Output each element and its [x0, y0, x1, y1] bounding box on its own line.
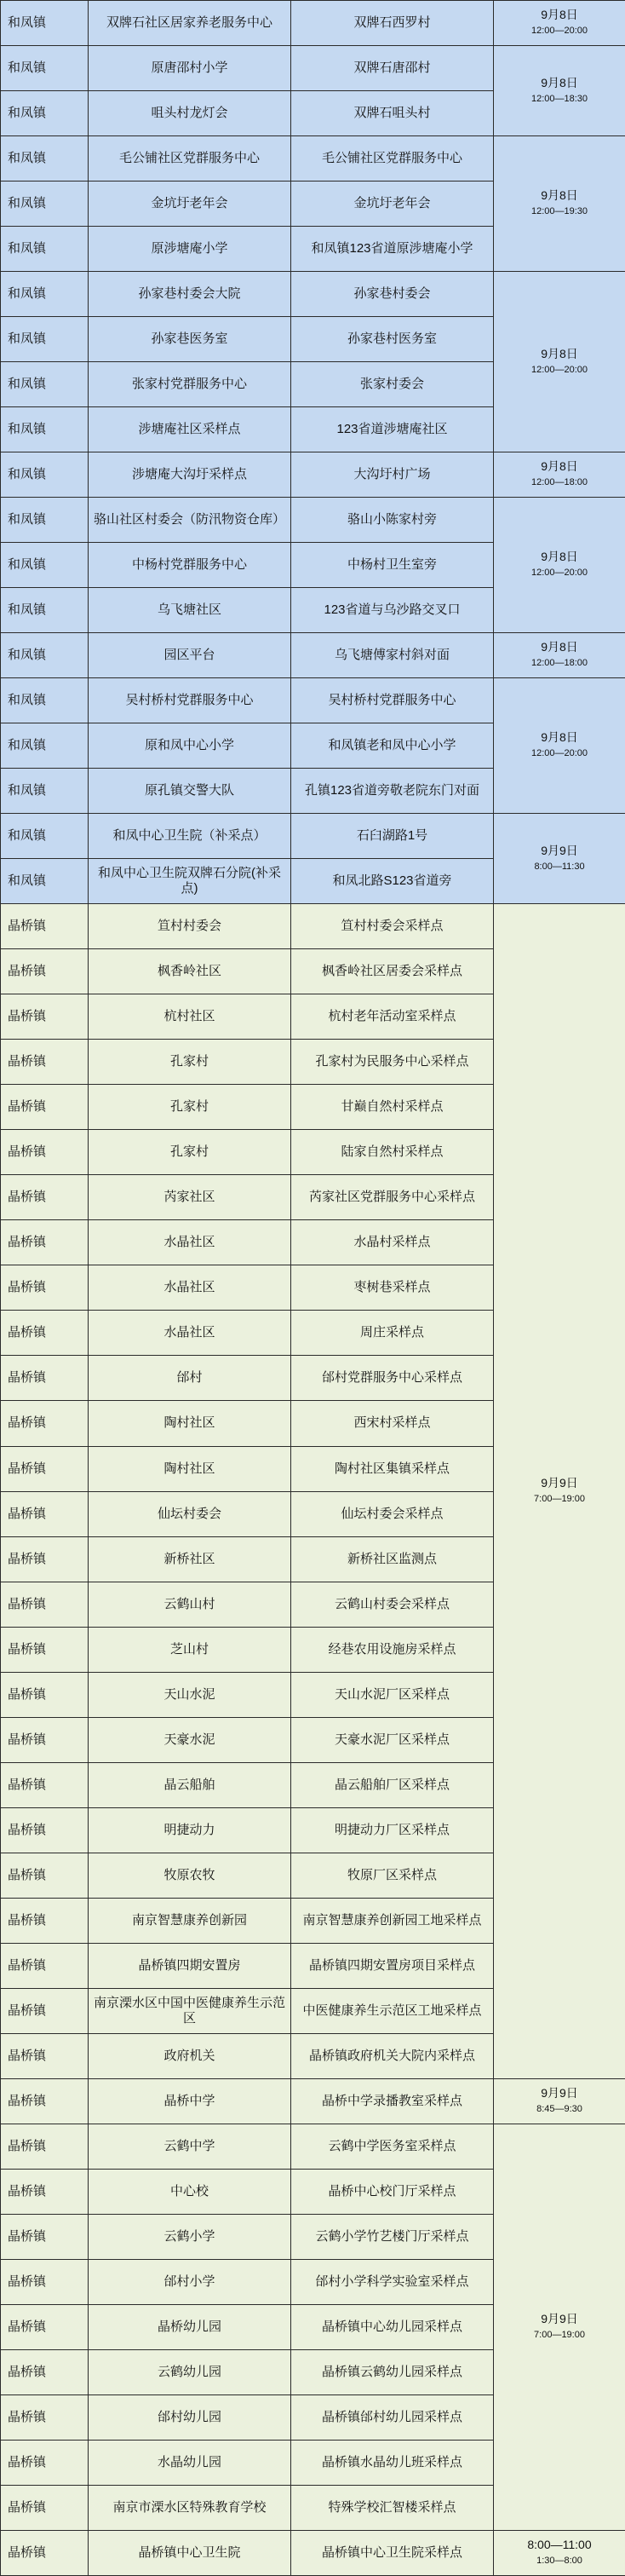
- town-cell: 和凤镇: [1, 227, 89, 272]
- site-cell: 新桥社区: [89, 1536, 291, 1582]
- hours-label: 12:00—19:30: [496, 204, 622, 220]
- site-cell: 园区平台: [89, 633, 291, 678]
- town-cell: 晶桥镇: [1, 2033, 89, 2078]
- point-cell: 笪村村委会采样点: [291, 904, 494, 949]
- point-cell: 晶桥中心校门厅采样点: [291, 2169, 494, 2214]
- point-cell: 陶村社区集镇采样点: [291, 1446, 494, 1491]
- site-cell: 云鹤山村: [89, 1582, 291, 1627]
- town-cell: 晶桥镇: [1, 1311, 89, 1356]
- site-cell: 张家村党群服务中心: [89, 362, 291, 407]
- site-cell: 涉塘庵大沟圩采样点: [89, 452, 291, 498]
- site-cell: 杭村社区: [89, 994, 291, 1040]
- town-cell: 和凤镇: [1, 91, 89, 136]
- town-cell: 和凤镇: [1, 814, 89, 859]
- point-cell: 西宋村采样点: [291, 1401, 494, 1446]
- time-cell: [494, 633, 625, 678]
- town-cell: 和凤镇: [1, 136, 89, 182]
- date-label: 9月9日: [496, 2311, 622, 2327]
- site-cell: 和凤中心卫生院双牌石分院(补采点): [89, 859, 291, 904]
- town-cell: 和凤镇: [1, 633, 89, 678]
- point-cell: 和凤北路S123省道旁: [291, 859, 494, 904]
- point-cell: 邰村党群服务中心采样点: [291, 1356, 494, 1401]
- town-cell: 晶桥镇: [1, 2259, 89, 2304]
- point-cell: 水晶村采样点: [291, 1220, 494, 1265]
- site-cell: 南京智慧康养创新园: [89, 1898, 291, 1943]
- site-cell: 吴村桥村党群服务中心: [89, 678, 291, 723]
- time-cell: [494, 678, 625, 814]
- town-cell: 晶桥镇: [1, 1085, 89, 1130]
- site-cell: 咀头村龙灯会: [89, 91, 291, 136]
- site-cell: 陶村社区: [89, 1446, 291, 1491]
- date-label: 9月8日: [496, 7, 622, 23]
- table-row: [1, 2124, 625, 2169]
- hours-label: 7:00—19:00: [496, 1491, 622, 1507]
- point-cell: 和凤镇123省道原涉塘庵小学: [291, 227, 494, 272]
- site-cell: 晶桥镇中心卫生院: [89, 2530, 291, 2575]
- town-cell: 晶桥镇: [1, 2169, 89, 2214]
- time-cell: [494, 498, 625, 633]
- point-cell: 云鹤山村委会采样点: [291, 1582, 494, 1627]
- site-cell: 原唐邵村小学: [89, 46, 291, 91]
- point-cell: 孙家巷村委会: [291, 272, 494, 317]
- date-label: 9月9日: [496, 1475, 622, 1491]
- point-cell: 晶桥镇政府机关大院内采样点: [291, 2033, 494, 2078]
- town-cell: 晶桥镇: [1, 2485, 89, 2530]
- time-cell: [494, 452, 625, 498]
- site-cell: 政府机关: [89, 2033, 291, 2078]
- point-cell: 骆山小陈家村旁: [291, 498, 494, 543]
- site-cell: 乌飞塘社区: [89, 588, 291, 633]
- site-cell: 芝山村: [89, 1627, 291, 1672]
- town-cell: 晶桥镇: [1, 2214, 89, 2259]
- town-cell: 晶桥镇: [1, 994, 89, 1040]
- point-cell: 芮家社区党群服务中心采样点: [291, 1175, 494, 1220]
- town-cell: 晶桥镇: [1, 1627, 89, 1672]
- site-cell: 仙坛村委会: [89, 1491, 291, 1536]
- site-cell: 毛公铺社区党群服务中心: [89, 136, 291, 182]
- site-cell: 骆山社区村委会（防汛物资仓库）: [89, 498, 291, 543]
- site-cell: 中杨村党群服务中心: [89, 543, 291, 588]
- town-cell: 晶桥镇: [1, 1265, 89, 1311]
- site-cell: 芮家社区: [89, 1175, 291, 1220]
- point-cell: 吴村桥村党群服务中心: [291, 678, 494, 723]
- point-cell: 天豪水泥厂区采样点: [291, 1717, 494, 1762]
- town-cell: 晶桥镇: [1, 1401, 89, 1446]
- point-cell: 毛公铺社区党群服务中心: [291, 136, 494, 182]
- site-cell: 孙家巷医务室: [89, 317, 291, 362]
- point-cell: 中杨村卫生室旁: [291, 543, 494, 588]
- point-cell: 云鹤中学医务室采样点: [291, 2124, 494, 2169]
- time-cell: [494, 904, 625, 2078]
- point-cell: 大沟圩村广场: [291, 452, 494, 498]
- point-cell: 双牌石唐邵村: [291, 46, 494, 91]
- site-cell: 金坑圩老年会: [89, 182, 291, 227]
- schedule-body: [1, 1, 625, 2576]
- site-cell: 明捷动力: [89, 1807, 291, 1853]
- town-cell: 晶桥镇: [1, 1988, 89, 2033]
- time-cell: [494, 272, 625, 452]
- point-cell: 晶桥中学录播教室采样点: [291, 2078, 494, 2124]
- town-cell: 晶桥镇: [1, 1807, 89, 1853]
- point-cell: 123省道涉塘庵社区: [291, 407, 494, 452]
- point-cell: 枣树巷采样点: [291, 1265, 494, 1311]
- site-cell: 水晶社区: [89, 1220, 291, 1265]
- point-cell: 张家村委会: [291, 362, 494, 407]
- point-cell: 天山水泥厂区采样点: [291, 1672, 494, 1717]
- town-cell: 晶桥镇: [1, 1717, 89, 1762]
- town-cell: 和凤镇: [1, 317, 89, 362]
- date-label: 9月8日: [496, 346, 622, 362]
- hours-label: 1:30—8:00: [496, 2553, 622, 2569]
- town-cell: 和凤镇: [1, 769, 89, 814]
- hours-label: 12:00—18:00: [496, 655, 622, 671]
- point-cell: 甘巅自然村采样点: [291, 1085, 494, 1130]
- point-cell: 晶云船舶厂区采样点: [291, 1762, 494, 1807]
- point-cell: 特殊学校汇智楼采样点: [291, 2485, 494, 2530]
- town-cell: 晶桥镇: [1, 2304, 89, 2349]
- town-cell: 晶桥镇: [1, 949, 89, 994]
- site-cell: 云鹤中学: [89, 2124, 291, 2169]
- town-cell: 晶桥镇: [1, 2124, 89, 2169]
- hours-label: 12:00—18:00: [496, 475, 622, 491]
- time-cell: [494, 1, 625, 46]
- point-cell: 牧原厂区采样点: [291, 1853, 494, 1898]
- point-cell: 乌飞塘傅家村斜对面: [291, 633, 494, 678]
- table-row: [1, 814, 625, 859]
- hours-label: 7:00—19:00: [496, 2327, 622, 2343]
- point-cell: 仙坛村委会采样点: [291, 1491, 494, 1536]
- site-cell: 天豪水泥: [89, 1717, 291, 1762]
- site-cell: 水晶幼儿园: [89, 2440, 291, 2485]
- date-label: 9月9日: [496, 843, 622, 859]
- point-cell: 晶桥镇邰村幼儿园采样点: [291, 2394, 494, 2440]
- site-cell: 孔家村: [89, 1040, 291, 1085]
- table-row: [1, 136, 625, 182]
- date-label: 9月9日: [496, 2085, 622, 2101]
- hours-label: 12:00—18:30: [496, 91, 622, 107]
- point-cell: 杭村老年活动室采样点: [291, 994, 494, 1040]
- time-cell: [494, 136, 625, 272]
- town-cell: 和凤镇: [1, 182, 89, 227]
- town-cell: 晶桥镇: [1, 2078, 89, 2124]
- town-cell: 和凤镇: [1, 498, 89, 543]
- town-cell: 晶桥镇: [1, 2349, 89, 2394]
- town-cell: 和凤镇: [1, 859, 89, 904]
- site-cell: 涉塘庵社区采样点: [89, 407, 291, 452]
- site-cell: 南京市溧水区特殊教育学校: [89, 2485, 291, 2530]
- town-cell: 和凤镇: [1, 407, 89, 452]
- site-cell: 晶桥幼儿园: [89, 2304, 291, 2349]
- point-cell: 孔家村为民服务中心采样点: [291, 1040, 494, 1085]
- town-cell: 晶桥镇: [1, 1943, 89, 1988]
- town-cell: 晶桥镇: [1, 1175, 89, 1220]
- town-cell: 和凤镇: [1, 543, 89, 588]
- site-cell: 邰村小学: [89, 2259, 291, 2304]
- table-row: [1, 498, 625, 543]
- table-row: [1, 272, 625, 317]
- time-cell: [494, 2124, 625, 2530]
- date-label: 8:00—11:00: [496, 2537, 622, 2553]
- time-cell: [494, 2078, 625, 2124]
- point-cell: 晶桥镇云鹤幼儿园采样点: [291, 2349, 494, 2394]
- table-row: [1, 904, 625, 949]
- point-cell: 双牌石西罗村: [291, 1, 494, 46]
- hours-label: 12:00—20:00: [496, 746, 622, 762]
- time-cell: [494, 46, 625, 136]
- point-cell: 新桥社区监测点: [291, 1536, 494, 1582]
- point-cell: 明捷动力厂区采样点: [291, 1807, 494, 1853]
- town-cell: 和凤镇: [1, 588, 89, 633]
- table-row: [1, 1, 625, 46]
- site-cell: 邰村幼儿园: [89, 2394, 291, 2440]
- site-cell: 枫香岭社区: [89, 949, 291, 994]
- hours-label: 8:45—9:30: [496, 2101, 622, 2118]
- date-label: 9月8日: [496, 639, 622, 655]
- town-cell: 晶桥镇: [1, 2440, 89, 2485]
- point-cell: 云鹤小学竹艺楼门厅采样点: [291, 2214, 494, 2259]
- town-cell: 和凤镇: [1, 723, 89, 769]
- point-cell: 晶桥镇四期安置房项目采样点: [291, 1943, 494, 1988]
- town-cell: 和凤镇: [1, 678, 89, 723]
- town-cell: 晶桥镇: [1, 1672, 89, 1717]
- table-row: [1, 2078, 625, 2124]
- site-cell: 双牌石社区居家养老服务中心: [89, 1, 291, 46]
- point-cell: 孙家巷村医务室: [291, 317, 494, 362]
- site-cell: 孔家村: [89, 1130, 291, 1175]
- date-label: 9月8日: [496, 75, 622, 91]
- town-cell: 晶桥镇: [1, 1582, 89, 1627]
- table-row: [1, 678, 625, 723]
- point-cell: 晶桥镇中心幼儿园采样点: [291, 2304, 494, 2349]
- time-cell: [494, 2530, 625, 2575]
- point-cell: 晶桥镇中心卫生院采样点: [291, 2530, 494, 2575]
- point-cell: 中医健康养生示范区工地采样点: [291, 1988, 494, 2033]
- town-cell: 晶桥镇: [1, 1220, 89, 1265]
- town-cell: 晶桥镇: [1, 1130, 89, 1175]
- hours-label: 12:00—20:00: [496, 565, 622, 581]
- point-cell: 孔镇123省道旁敬老院东门对面: [291, 769, 494, 814]
- site-cell: 牧原农牧: [89, 1853, 291, 1898]
- site-cell: 云鹤小学: [89, 2214, 291, 2259]
- site-cell: 原涉塘庵小学: [89, 227, 291, 272]
- town-cell: 和凤镇: [1, 272, 89, 317]
- site-cell: 天山水泥: [89, 1672, 291, 1717]
- town-cell: 晶桥镇: [1, 2530, 89, 2575]
- hours-label: 8:00—11:30: [496, 859, 622, 875]
- town-cell: 晶桥镇: [1, 1491, 89, 1536]
- town-cell: 晶桥镇: [1, 904, 89, 949]
- site-cell: 晶桥中学: [89, 2078, 291, 2124]
- table-row: [1, 633, 625, 678]
- site-cell: 水晶社区: [89, 1265, 291, 1311]
- town-cell: 和凤镇: [1, 362, 89, 407]
- site-cell: 孔家村: [89, 1085, 291, 1130]
- site-cell: 陶村社区: [89, 1401, 291, 1446]
- town-cell: 晶桥镇: [1, 1898, 89, 1943]
- table-row: [1, 2530, 625, 2575]
- date-label: 9月8日: [496, 549, 622, 565]
- hours-label: 12:00—20:00: [496, 23, 622, 39]
- site-cell: 中心校: [89, 2169, 291, 2214]
- point-cell: 和凤镇老和凤中心小学: [291, 723, 494, 769]
- town-cell: 晶桥镇: [1, 1446, 89, 1491]
- table-row: [1, 46, 625, 91]
- site-cell: 晶桥镇四期安置房: [89, 1943, 291, 1988]
- town-cell: 和凤镇: [1, 452, 89, 498]
- table-row: [1, 452, 625, 498]
- point-cell: 晶桥镇水晶幼儿班采样点: [291, 2440, 494, 2485]
- date-label: 9月8日: [496, 187, 622, 204]
- site-cell: 邰村: [89, 1356, 291, 1401]
- point-cell: 周庄采样点: [291, 1311, 494, 1356]
- town-cell: 晶桥镇: [1, 1356, 89, 1401]
- date-label: 9月8日: [496, 729, 622, 746]
- site-cell: 云鹤幼儿园: [89, 2349, 291, 2394]
- site-cell: 晶云船舶: [89, 1762, 291, 1807]
- town-cell: 和凤镇: [1, 46, 89, 91]
- town-cell: 晶桥镇: [1, 1853, 89, 1898]
- site-cell: 水晶社区: [89, 1311, 291, 1356]
- point-cell: 石臼湖路1号: [291, 814, 494, 859]
- town-cell: 晶桥镇: [1, 1040, 89, 1085]
- town-cell: 晶桥镇: [1, 2394, 89, 2440]
- hours-label: 12:00—20:00: [496, 362, 622, 378]
- date-label: 9月8日: [496, 458, 622, 475]
- site-cell: 原孔镇交警大队: [89, 769, 291, 814]
- point-cell: 经巷农用设施房采样点: [291, 1627, 494, 1672]
- town-cell: 和凤镇: [1, 1, 89, 46]
- point-cell: 枫香岭社区居委会采样点: [291, 949, 494, 994]
- site-cell: 笪村村委会: [89, 904, 291, 949]
- point-cell: 123省道与乌沙路交叉口: [291, 588, 494, 633]
- time-cell: [494, 814, 625, 904]
- site-cell: 和凤中心卫生院（补采点）: [89, 814, 291, 859]
- town-cell: 晶桥镇: [1, 1536, 89, 1582]
- point-cell: 金坑圩老年会: [291, 182, 494, 227]
- point-cell: 邰村小学科学实验室采样点: [291, 2259, 494, 2304]
- site-cell: 孙家巷村委会大院: [89, 272, 291, 317]
- town-cell: 晶桥镇: [1, 1762, 89, 1807]
- point-cell: 南京智慧康养创新园工地采样点: [291, 1898, 494, 1943]
- site-cell: 南京溧水区中国中医健康养生示范区: [89, 1988, 291, 2033]
- point-cell: 陆家自然村采样点: [291, 1130, 494, 1175]
- site-cell: 原和凤中心小学: [89, 723, 291, 769]
- point-cell: 双牌石咀头村: [291, 91, 494, 136]
